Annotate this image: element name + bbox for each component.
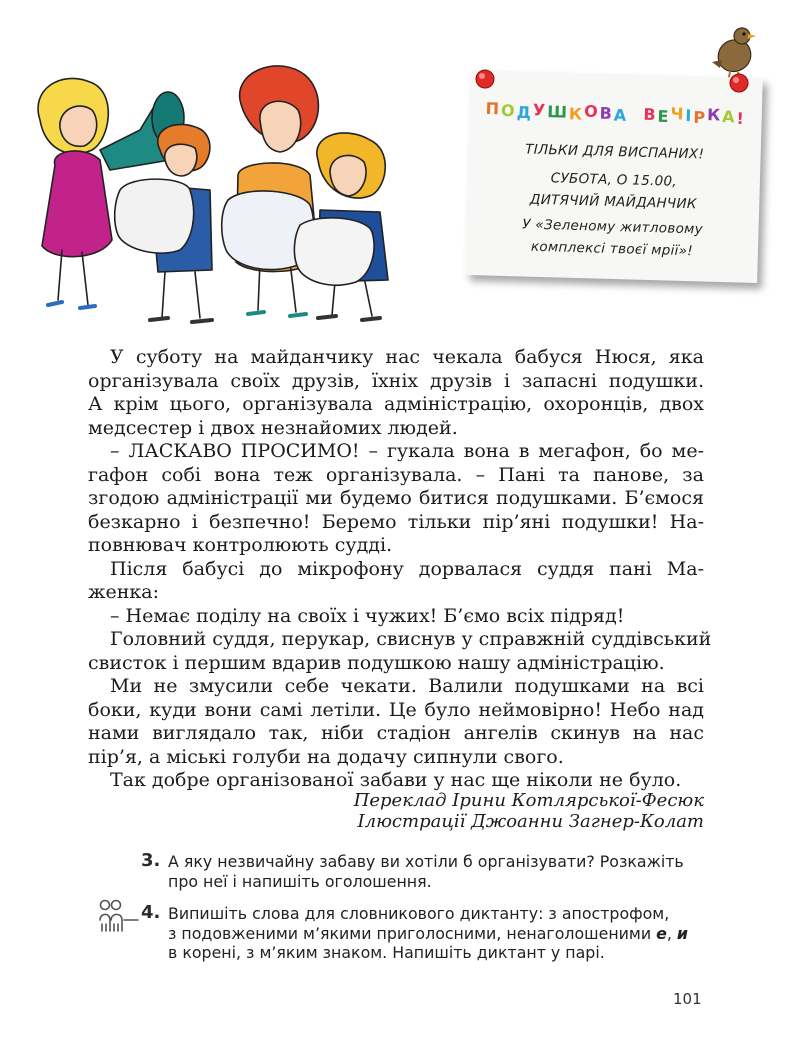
notice-line-4: У «Зеленому житловому bbox=[522, 216, 704, 238]
story-line: організувала своїх друзів, їхніх друзів і запасні подушки. bbox=[88, 369, 704, 392]
task-3 bbox=[141, 850, 684, 891]
notice-title-letter: І bbox=[685, 105, 694, 126]
story-line: А крім цього, організувала адміністрацію, охоронців, двох bbox=[88, 393, 704, 415]
story-line: Так добре організованої забави у нас ще ніколи не було. bbox=[110, 769, 682, 791]
notice-title-letter: У bbox=[532, 100, 548, 120]
notice-title-letter: В bbox=[599, 103, 615, 123]
pillow-party-notice bbox=[450, 22, 790, 292]
translation-credit: Переклад Ірини Котлярської-Фесюк bbox=[353, 790, 704, 811]
task-line: Випишіть слова для словникового диктанту: з апострофом, bbox=[168, 904, 670, 923]
story-line: згодою адміністрації ми будемо битися подушками. Б’ємося bbox=[88, 487, 704, 509]
story-line: – ЛАСКАВО ПРОСИМО! – гукала вона в мегафон, бо ме- bbox=[110, 440, 704, 462]
credits bbox=[300, 790, 704, 832]
letter-e: е bbox=[656, 923, 667, 943]
notice-title-letter: К bbox=[568, 104, 585, 124]
notice-title-letter: О bbox=[500, 100, 517, 121]
task-number: 3. bbox=[141, 850, 161, 871]
story-line: Головний суддя, перукар, свиснув у справжній суддівський bbox=[110, 628, 712, 650]
story-line: свисток і першим вдарив подушкою нашу адміністрацію. bbox=[88, 651, 665, 674]
task-number: 4. bbox=[141, 902, 161, 923]
task-line: в корені, з м’яким знаком. Напишіть диктант у парі. bbox=[168, 943, 605, 962]
notice-title-letter bbox=[628, 103, 644, 122]
notice-title-letter: Е bbox=[657, 106, 671, 127]
story-text bbox=[88, 346, 712, 793]
notice-title-letter: О bbox=[583, 101, 600, 122]
notice-title-letter: К bbox=[706, 105, 723, 125]
story-line: нами виглядало так, ніби стадіон ангелів скинув на нас bbox=[88, 722, 704, 744]
story-line: безкарно і безпечно! Беремо тільки пір’яні подушки! На- bbox=[88, 510, 704, 533]
page-number: 101 bbox=[673, 990, 702, 1008]
story-line: Після бабусі до мікрофону дорвалася суддя пані Ма- bbox=[110, 557, 704, 580]
notice-title-letter: А bbox=[721, 107, 737, 127]
task-line: про неї і напишіть оголошення. bbox=[168, 871, 432, 891]
push-pin-icon bbox=[726, 70, 752, 96]
push-pin-icon bbox=[472, 66, 498, 92]
notice-line-1: ТІЛЬКИ ДЛЯ ВИСПАНИХ! bbox=[524, 141, 705, 163]
comma: , bbox=[666, 923, 677, 943]
notice-title-letter: ! bbox=[736, 108, 747, 129]
notice-title-letter: А bbox=[613, 105, 629, 125]
story-line: У суботу на майданчику нас чекала бабуся Нюся, яка bbox=[110, 346, 704, 368]
task-line bbox=[168, 924, 688, 944]
illustration-credit: Ілюстрації Джоанни Загнер-Колат bbox=[357, 811, 704, 832]
story-line: Ми не змусили себе чекати. Валили подушками на всі bbox=[110, 675, 704, 697]
story-line: пір’я, а міські голуби на додачу сипнули свого. bbox=[88, 745, 564, 768]
notice-title-letter: Ч bbox=[670, 104, 686, 124]
children-pillow-party-illustration bbox=[0, 0, 460, 330]
notice-title-letter: Ш bbox=[546, 102, 570, 122]
task-4 bbox=[141, 902, 688, 963]
task-text: з подовженими м’якими приголосними, ненаголошеними bbox=[168, 923, 657, 943]
notice-title-letter: В bbox=[643, 104, 658, 125]
notice-title bbox=[470, 100, 762, 127]
notice-line-2: СУБОТА, О 15.00, bbox=[550, 170, 678, 190]
notice-line-5: комплексі твоєї мрії»! bbox=[530, 238, 694, 260]
notice-title-letter: Д bbox=[516, 102, 534, 123]
story-line: боки, куди вони самі летіли. Це було неймовірно! Небо над bbox=[88, 698, 704, 721]
story-line: – Немає поділу на своїх і чужих! Б’ємо всіх підряд! bbox=[110, 604, 625, 627]
notice-title-letter: П bbox=[485, 98, 502, 119]
story-line: гафон собі вона теж організувала. – Пані та панове, за bbox=[88, 463, 704, 486]
story-line: медсестер і двох незнайомих людей. bbox=[88, 416, 458, 439]
task-line: А яку незвичайну забаву ви хотіли б організувати? Розкажіть bbox=[168, 852, 684, 871]
pair-work-icon bbox=[96, 898, 140, 934]
letter-y: и bbox=[676, 923, 688, 943]
story-line: женка: bbox=[88, 581, 159, 603]
notice-title-letter: Р bbox=[693, 107, 708, 128]
notice-line-3: ДИТЯЧИЙ МАЙДАНЧИК bbox=[529, 191, 697, 213]
story-line: повнювач контролюють судді. bbox=[88, 534, 393, 556]
